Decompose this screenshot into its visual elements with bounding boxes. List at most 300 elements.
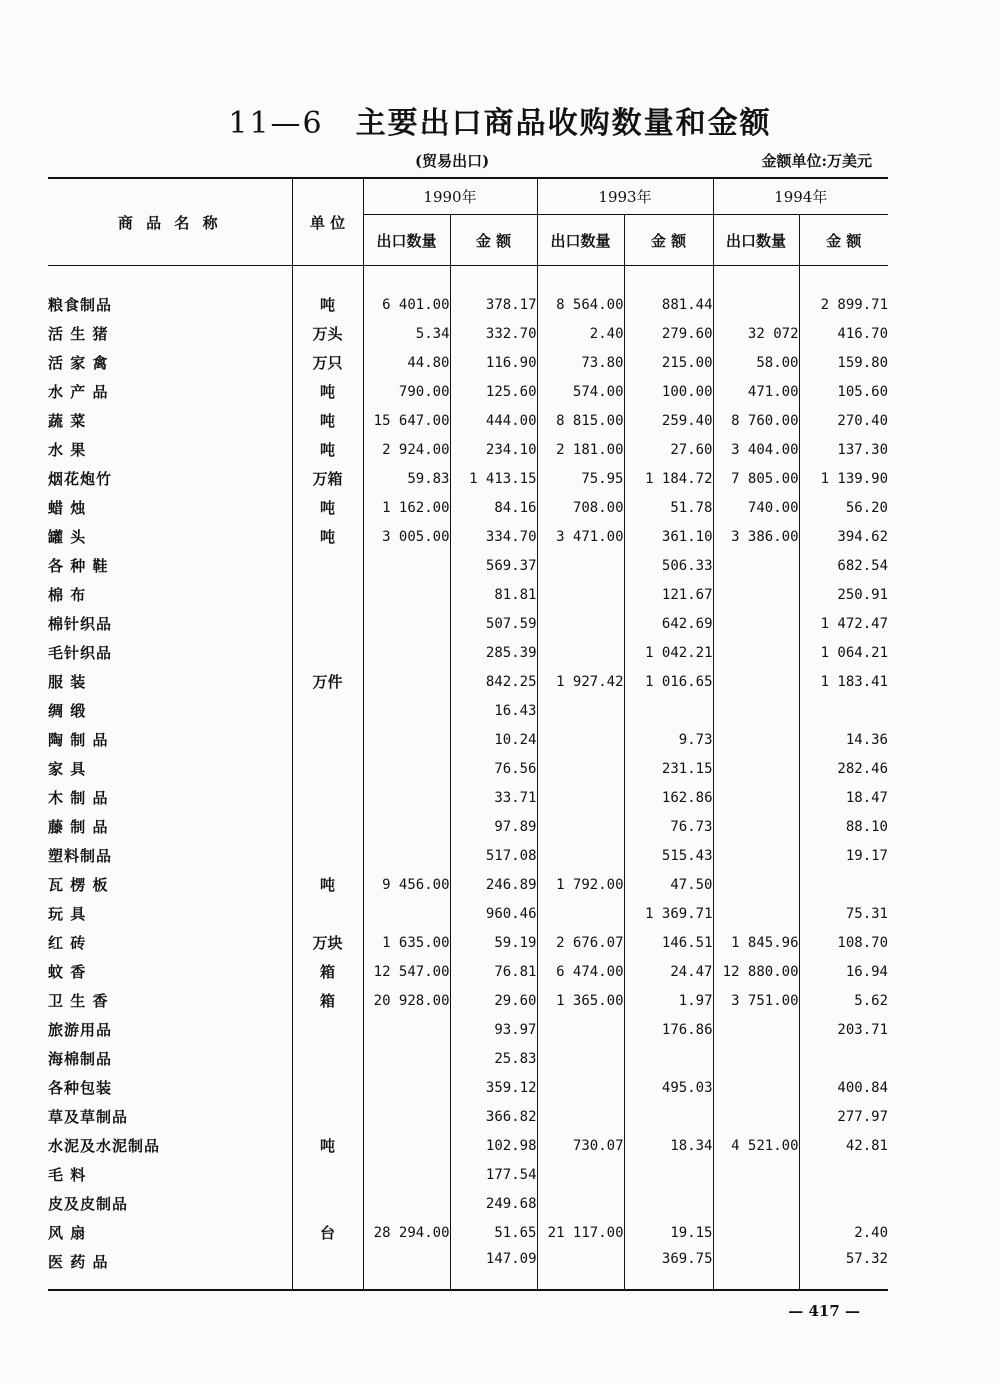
cell-qty-1994 — [713, 667, 799, 696]
cell-name: 蜡 烛 — [48, 499, 87, 517]
table-row — [48, 319, 888, 348]
cell-qty-1990: 12 547.00 — [363, 957, 450, 986]
cell-qty-1993 — [537, 1015, 624, 1044]
table-row — [48, 290, 888, 319]
cell-amt-1994: 416.70 — [799, 319, 888, 348]
cell-name: 医 药 品 — [48, 1247, 292, 1290]
cell-amt-1993: 495.03 — [624, 1073, 713, 1102]
table-row — [48, 1015, 888, 1044]
table-row — [48, 986, 888, 1015]
cell-qty-1994 — [713, 725, 799, 754]
cell-name: 服 装 — [48, 673, 87, 691]
cell-qty-1990: 1 635.00 — [363, 928, 450, 957]
cell-amt-1990: 84.16 — [450, 493, 537, 522]
table-body — [48, 266, 888, 1291]
cell-qty-1994 — [713, 870, 799, 899]
cell-qty-1994 — [713, 609, 799, 638]
table-row — [48, 522, 888, 551]
cell-amt-1990: 517.08 — [450, 841, 537, 870]
cell-amt-1990: 29.60 — [450, 986, 537, 1015]
cell-amt-1990: 234.10 — [450, 435, 537, 464]
cell-name: 活 生 猪 — [48, 325, 109, 343]
cell-amt-1993: 259.40 — [624, 406, 713, 435]
cell-qty-1994 — [713, 841, 799, 870]
cell-amt-1990: 960.46 — [450, 899, 537, 928]
cell-unit: 吨 — [292, 870, 363, 899]
cell-amt-1993: 19.15 — [624, 1218, 713, 1247]
cell-qty-1990 — [363, 696, 450, 725]
cell-unit — [292, 1044, 363, 1073]
cell-amt-1994: 250.91 — [799, 580, 888, 609]
cell-qty-1990: 6 401.00 — [363, 290, 450, 319]
cell-amt-1994: 1 183.41 — [799, 667, 888, 696]
cell-unit: 万只 — [292, 348, 363, 377]
cell-qty-1993: 21 117.00 — [537, 1218, 624, 1247]
table-row — [48, 1218, 888, 1247]
cell-unit: 吨 — [292, 1131, 363, 1160]
cell-amt-1993: 1.97 — [624, 986, 713, 1015]
cell-amt-1990: 507.59 — [450, 609, 537, 638]
cell-amt-1993: 515.43 — [624, 841, 713, 870]
col-header-amt-1990: 金 额 — [450, 215, 537, 266]
cell-qty-1993 — [537, 1160, 624, 1189]
cell-name: 木 制 品 — [48, 789, 109, 807]
table-row — [48, 841, 888, 870]
cell-qty-1994: 1 845.96 — [713, 928, 799, 957]
cell-qty-1990 — [363, 754, 450, 783]
cell-unit — [292, 783, 363, 812]
cell-name: 粮食制品 — [48, 296, 113, 314]
col-header-amt-1994: 金 额 — [799, 215, 888, 266]
col-header-qty-1993: 出口数量 — [537, 215, 624, 266]
cell-amt-1994: 16.94 — [799, 957, 888, 986]
cell-name: 毛 料 — [48, 1166, 87, 1184]
cell-qty-1994: 12 880.00 — [713, 957, 799, 986]
cell-qty-1993 — [537, 841, 624, 870]
table-row — [48, 1131, 888, 1160]
cell-qty-1993: 708.00 — [537, 493, 624, 522]
table-row — [48, 406, 888, 435]
cell-name: 皮及皮制品 — [48, 1195, 129, 1213]
cell-unit — [292, 580, 363, 609]
cell-amt-1994: 75.31 — [799, 899, 888, 928]
col-header-qty-1994: 出口数量 — [713, 215, 799, 266]
cell-amt-1993: 47.50 — [624, 870, 713, 899]
cell-qty-1993: 1 365.00 — [537, 986, 624, 1015]
cell-unit: 万箱 — [292, 464, 363, 493]
cell-amt-1990: 125.60 — [450, 377, 537, 406]
table-number: 11—6 — [228, 106, 324, 141]
cell-qty-1993: 1 927.42 — [537, 667, 624, 696]
cell-amt-1993: 146.51 — [624, 928, 713, 957]
cell-amt-1994: 277.97 — [799, 1102, 888, 1131]
cell-amt-1993: 1 016.65 — [624, 667, 713, 696]
cell-unit — [292, 841, 363, 870]
cell-amt-1990: 76.56 — [450, 754, 537, 783]
cell-unit: 万头 — [292, 319, 363, 348]
cell-amt-1994 — [799, 870, 888, 899]
cell-qty-1994 — [713, 1073, 799, 1102]
cell-qty-1990: 9 456.00 — [363, 870, 450, 899]
cell-name: 风 扇 — [48, 1224, 87, 1242]
table-row — [48, 609, 888, 638]
cell-amt-1994: 159.80 — [799, 348, 888, 377]
cell-qty-1990: 3 005.00 — [363, 522, 450, 551]
cell-name: 瓦 楞 板 — [48, 876, 109, 894]
cell-qty-1990: 15 647.00 — [363, 406, 450, 435]
cell-qty-1993 — [537, 1044, 624, 1073]
table-row — [48, 638, 888, 667]
table-row — [48, 377, 888, 406]
cell-unit — [292, 1247, 363, 1290]
table-row — [48, 812, 888, 841]
cell-name: 毛针织品 — [48, 644, 113, 662]
cell-unit — [292, 1073, 363, 1102]
cell-amt-1993 — [624, 1044, 713, 1073]
cell-unit — [292, 1189, 363, 1218]
cell-amt-1993 — [624, 696, 713, 725]
cell-name: 家 具 — [48, 760, 87, 778]
cell-qty-1993: 3 471.00 — [537, 522, 624, 551]
cell-amt-1990: 10.24 — [450, 725, 537, 754]
cell-amt-1990: 378.17 — [450, 290, 537, 319]
table-row — [48, 348, 888, 377]
cell-qty-1993: 730.07 — [537, 1131, 624, 1160]
cell-unit: 万块 — [292, 928, 363, 957]
cell-qty-1993 — [537, 899, 624, 928]
cell-qty-1993 — [537, 580, 624, 609]
cell-amt-1993: 100.00 — [624, 377, 713, 406]
cell-unit — [292, 1015, 363, 1044]
cell-amt-1994: 1 064.21 — [799, 638, 888, 667]
cell-qty-1990 — [363, 1247, 450, 1290]
cell-amt-1993: 27.60 — [624, 435, 713, 464]
cell-amt-1994: 19.17 — [799, 841, 888, 870]
cell-qty-1990 — [363, 1189, 450, 1218]
cell-amt-1993 — [624, 1160, 713, 1189]
cell-qty-1994 — [713, 1218, 799, 1247]
cell-qty-1993 — [537, 1102, 624, 1131]
cell-qty-1993: 1 792.00 — [537, 870, 624, 899]
cell-amt-1990: 16.43 — [450, 696, 537, 725]
cell-amt-1990: 51.65 — [450, 1218, 537, 1247]
col-header-1990: 1990年 — [363, 178, 537, 215]
cell-qty-1990 — [363, 841, 450, 870]
cell-name: 陶 制 品 — [48, 731, 109, 749]
col-header-qty-1990: 出口数量 — [363, 215, 450, 266]
cell-qty-1993: 8 564.00 — [537, 290, 624, 319]
cell-amt-1990: 842.25 — [450, 667, 537, 696]
cell-name: 卫 生 香 — [48, 992, 109, 1010]
cell-name: 棉 布 — [48, 586, 87, 604]
cell-amt-1993: 18.34 — [624, 1131, 713, 1160]
table-row — [48, 1102, 888, 1131]
cell-amt-1994: 2.40 — [799, 1218, 888, 1247]
cell-amt-1993: 361.10 — [624, 522, 713, 551]
cell-unit — [292, 551, 363, 580]
cell-qty-1994: 3 751.00 — [713, 986, 799, 1015]
cell-amt-1993: 881.44 — [624, 290, 713, 319]
cell-qty-1993 — [537, 725, 624, 754]
cell-amt-1994 — [799, 1189, 888, 1218]
cell-name: 活 家 禽 — [48, 354, 109, 372]
cell-amt-1990: 76.81 — [450, 957, 537, 986]
cell-amt-1994 — [799, 696, 888, 725]
cell-amt-1993: 162.86 — [624, 783, 713, 812]
col-header-unit: 单 位 — [292, 178, 363, 266]
table-row — [48, 464, 888, 493]
cell-qty-1990: 44.80 — [363, 348, 450, 377]
cell-amt-1993: 121.67 — [624, 580, 713, 609]
cell-amt-1990: 81.81 — [450, 580, 537, 609]
cell-qty-1990 — [363, 812, 450, 841]
cell-qty-1993: 574.00 — [537, 377, 624, 406]
export-table — [48, 177, 888, 1291]
page-title — [0, 98, 1000, 142]
cell-amt-1994: 56.20 — [799, 493, 888, 522]
cell-amt-1993: 1 184.72 — [624, 464, 713, 493]
cell-amt-1990: 1 413.15 — [450, 464, 537, 493]
table-row — [48, 928, 888, 957]
cell-amt-1994: 137.30 — [799, 435, 888, 464]
cell-qty-1994 — [713, 1044, 799, 1073]
cell-name: 藤 制 品 — [48, 818, 109, 836]
cell-amt-1993: 279.60 — [624, 319, 713, 348]
cell-qty-1994 — [713, 812, 799, 841]
cell-amt-1994: 282.46 — [799, 754, 888, 783]
table-row — [48, 1044, 888, 1073]
cell-unit: 吨 — [292, 522, 363, 551]
cell-qty-1994: 58.00 — [713, 348, 799, 377]
cell-qty-1990: 28 294.00 — [363, 1218, 450, 1247]
cell-amt-1993: 1 369.71 — [624, 899, 713, 928]
cell-amt-1990: 177.54 — [450, 1160, 537, 1189]
cell-name: 蚊 香 — [48, 963, 87, 981]
cell-amt-1990: 102.98 — [450, 1131, 537, 1160]
table-row — [48, 1073, 888, 1102]
cell-qty-1994 — [713, 1189, 799, 1218]
cell-name: 棉针织品 — [48, 615, 113, 633]
cell-amt-1994: 394.62 — [799, 522, 888, 551]
cell-qty-1994 — [713, 1015, 799, 1044]
cell-qty-1993: 2 181.00 — [537, 435, 624, 464]
cell-qty-1994 — [713, 638, 799, 667]
cell-amt-1993: 1 042.21 — [624, 638, 713, 667]
cell-qty-1994 — [713, 899, 799, 928]
col-header-1994: 1994年 — [713, 178, 888, 215]
cell-qty-1994 — [713, 290, 799, 319]
cell-amt-1990: 93.97 — [450, 1015, 537, 1044]
cell-qty-1994 — [713, 783, 799, 812]
cell-name: 绸 缎 — [48, 702, 87, 720]
cell-unit: 箱 — [292, 986, 363, 1015]
cell-qty-1993 — [537, 638, 624, 667]
cell-qty-1993 — [537, 1189, 624, 1218]
cell-qty-1994 — [713, 754, 799, 783]
cell-qty-1994 — [713, 1160, 799, 1189]
cell-qty-1993 — [537, 783, 624, 812]
cell-amt-1994: 88.10 — [799, 812, 888, 841]
cell-amt-1994: 105.60 — [799, 377, 888, 406]
cell-qty-1990: 790.00 — [363, 377, 450, 406]
cell-unit — [292, 1102, 363, 1131]
cell-qty-1994: 3 386.00 — [713, 522, 799, 551]
cell-qty-1993: 73.80 — [537, 348, 624, 377]
cell-amt-1994: 2 899.71 — [799, 290, 888, 319]
cell-qty-1993 — [537, 609, 624, 638]
cell-unit: 吨 — [292, 290, 363, 319]
table-row — [48, 1160, 888, 1189]
cell-amt-1994: 1 472.47 — [799, 609, 888, 638]
cell-amt-1990: 285.39 — [450, 638, 537, 667]
cell-qty-1990 — [363, 1073, 450, 1102]
cell-amt-1990: 33.71 — [450, 783, 537, 812]
col-header-name: 商 品 名 称 — [48, 178, 292, 266]
cell-unit: 吨 — [292, 406, 363, 435]
cell-amt-1994: 5.62 — [799, 986, 888, 1015]
table-row — [48, 1247, 888, 1290]
cell-name: 水 果 — [48, 441, 87, 459]
cell-qty-1993 — [537, 551, 624, 580]
cell-name: 草及草制品 — [48, 1108, 129, 1126]
cell-name: 海棉制品 — [48, 1050, 113, 1068]
cell-qty-1994: 740.00 — [713, 493, 799, 522]
cell-qty-1993: 8 815.00 — [537, 406, 624, 435]
cell-unit: 箱 — [292, 957, 363, 986]
cell-qty-1993 — [537, 696, 624, 725]
cell-amt-1990: 116.90 — [450, 348, 537, 377]
cell-amt-1990: 334.70 — [450, 522, 537, 551]
table-title: 主要出口商品收购数量和金额 — [355, 106, 772, 141]
table-row — [48, 870, 888, 899]
table-row — [48, 696, 888, 725]
cell-amt-1994 — [799, 1160, 888, 1189]
cell-name: 红 砖 — [48, 934, 87, 952]
cell-qty-1993: 6 474.00 — [537, 957, 624, 986]
cell-amt-1993 — [624, 1189, 713, 1218]
cell-amt-1990: 359.12 — [450, 1073, 537, 1102]
cell-amt-1994: 270.40 — [799, 406, 888, 435]
cell-amt-1994: 108.70 — [799, 928, 888, 957]
cell-unit — [292, 754, 363, 783]
cell-qty-1994 — [713, 551, 799, 580]
cell-qty-1994: 3 404.00 — [713, 435, 799, 464]
cell-name: 旅游用品 — [48, 1021, 113, 1039]
table-row — [48, 1189, 888, 1218]
cell-amt-1994: 14.36 — [799, 725, 888, 754]
col-header-amt-1993: 金 额 — [624, 215, 713, 266]
cell-qty-1990 — [363, 1131, 450, 1160]
cell-qty-1994: 471.00 — [713, 377, 799, 406]
cell-amt-1994: 400.84 — [799, 1073, 888, 1102]
amount-unit-note: 金额单位:万美元 — [761, 152, 872, 170]
cell-amt-1990: 59.19 — [450, 928, 537, 957]
cell-qty-1993 — [537, 754, 624, 783]
table-row — [48, 580, 888, 609]
table-row — [48, 725, 888, 754]
cell-qty-1993 — [537, 812, 624, 841]
table-row — [48, 435, 888, 464]
cell-unit: 吨 — [292, 377, 363, 406]
cell-qty-1990 — [363, 609, 450, 638]
cell-qty-1990 — [363, 1160, 450, 1189]
table-subtitle: (贸易出口) — [415, 152, 490, 170]
cell-qty-1993 — [537, 1073, 624, 1102]
page-number: — 417 — — [788, 1302, 860, 1320]
table-spacer-row — [48, 266, 888, 291]
cell-qty-1993: 75.95 — [537, 464, 624, 493]
cell-unit — [292, 899, 363, 928]
cell-qty-1990 — [363, 1102, 450, 1131]
cell-amt-1994: 42.81 — [799, 1131, 888, 1160]
table-row — [48, 493, 888, 522]
cell-qty-1990 — [363, 667, 450, 696]
cell-qty-1990 — [363, 725, 450, 754]
cell-qty-1990: 1 162.00 — [363, 493, 450, 522]
cell-amt-1990: 249.68 — [450, 1189, 537, 1218]
table-row — [48, 899, 888, 928]
cell-unit — [292, 638, 363, 667]
table-row — [48, 551, 888, 580]
cell-unit — [292, 812, 363, 841]
cell-qty-1994 — [713, 1247, 799, 1290]
cell-qty-1993: 2 676.07 — [537, 928, 624, 957]
cell-amt-1994 — [799, 1044, 888, 1073]
cell-unit: 吨 — [292, 435, 363, 464]
cell-unit: 万件 — [292, 667, 363, 696]
cell-qty-1990: 2 924.00 — [363, 435, 450, 464]
cell-unit — [292, 696, 363, 725]
cell-qty-1990 — [363, 1044, 450, 1073]
cell-qty-1994: 8 760.00 — [713, 406, 799, 435]
cell-amt-1994: 682.54 — [799, 551, 888, 580]
cell-name: 蔬 菜 — [48, 412, 87, 430]
table-row — [48, 783, 888, 812]
cell-amt-1993 — [624, 1102, 713, 1131]
cell-amt-1993: 369.75 — [624, 1247, 713, 1290]
cell-amt-1990: 25.83 — [450, 1044, 537, 1073]
cell-name: 烟花炮竹 — [48, 470, 113, 488]
cell-unit — [292, 725, 363, 754]
cell-qty-1993: 2.40 — [537, 319, 624, 348]
cell-amt-1990: 332.70 — [450, 319, 537, 348]
table-row — [48, 667, 888, 696]
cell-amt-1994: 18.47 — [799, 783, 888, 812]
cell-name: 水泥及水泥制品 — [48, 1137, 161, 1155]
table-row — [48, 754, 888, 783]
cell-qty-1990 — [363, 783, 450, 812]
cell-unit — [292, 1160, 363, 1189]
cell-name: 罐 头 — [48, 528, 87, 546]
cell-qty-1994 — [713, 1102, 799, 1131]
cell-amt-1990: 97.89 — [450, 812, 537, 841]
cell-amt-1993: 176.86 — [624, 1015, 713, 1044]
cell-amt-1993: 642.69 — [624, 609, 713, 638]
cell-qty-1994: 4 521.00 — [713, 1131, 799, 1160]
cell-amt-1993: 506.33 — [624, 551, 713, 580]
cell-qty-1990: 20 928.00 — [363, 986, 450, 1015]
cell-qty-1990 — [363, 1015, 450, 1044]
cell-qty-1990 — [363, 551, 450, 580]
cell-qty-1990 — [363, 638, 450, 667]
cell-amt-1990: 569.37 — [450, 551, 537, 580]
cell-amt-1990: 366.82 — [450, 1102, 537, 1131]
cell-qty-1990 — [363, 580, 450, 609]
cell-name: 各种包装 — [48, 1079, 113, 1097]
cell-amt-1993: 51.78 — [624, 493, 713, 522]
cell-qty-1990: 5.34 — [363, 319, 450, 348]
col-header-1993: 1993年 — [537, 178, 713, 215]
